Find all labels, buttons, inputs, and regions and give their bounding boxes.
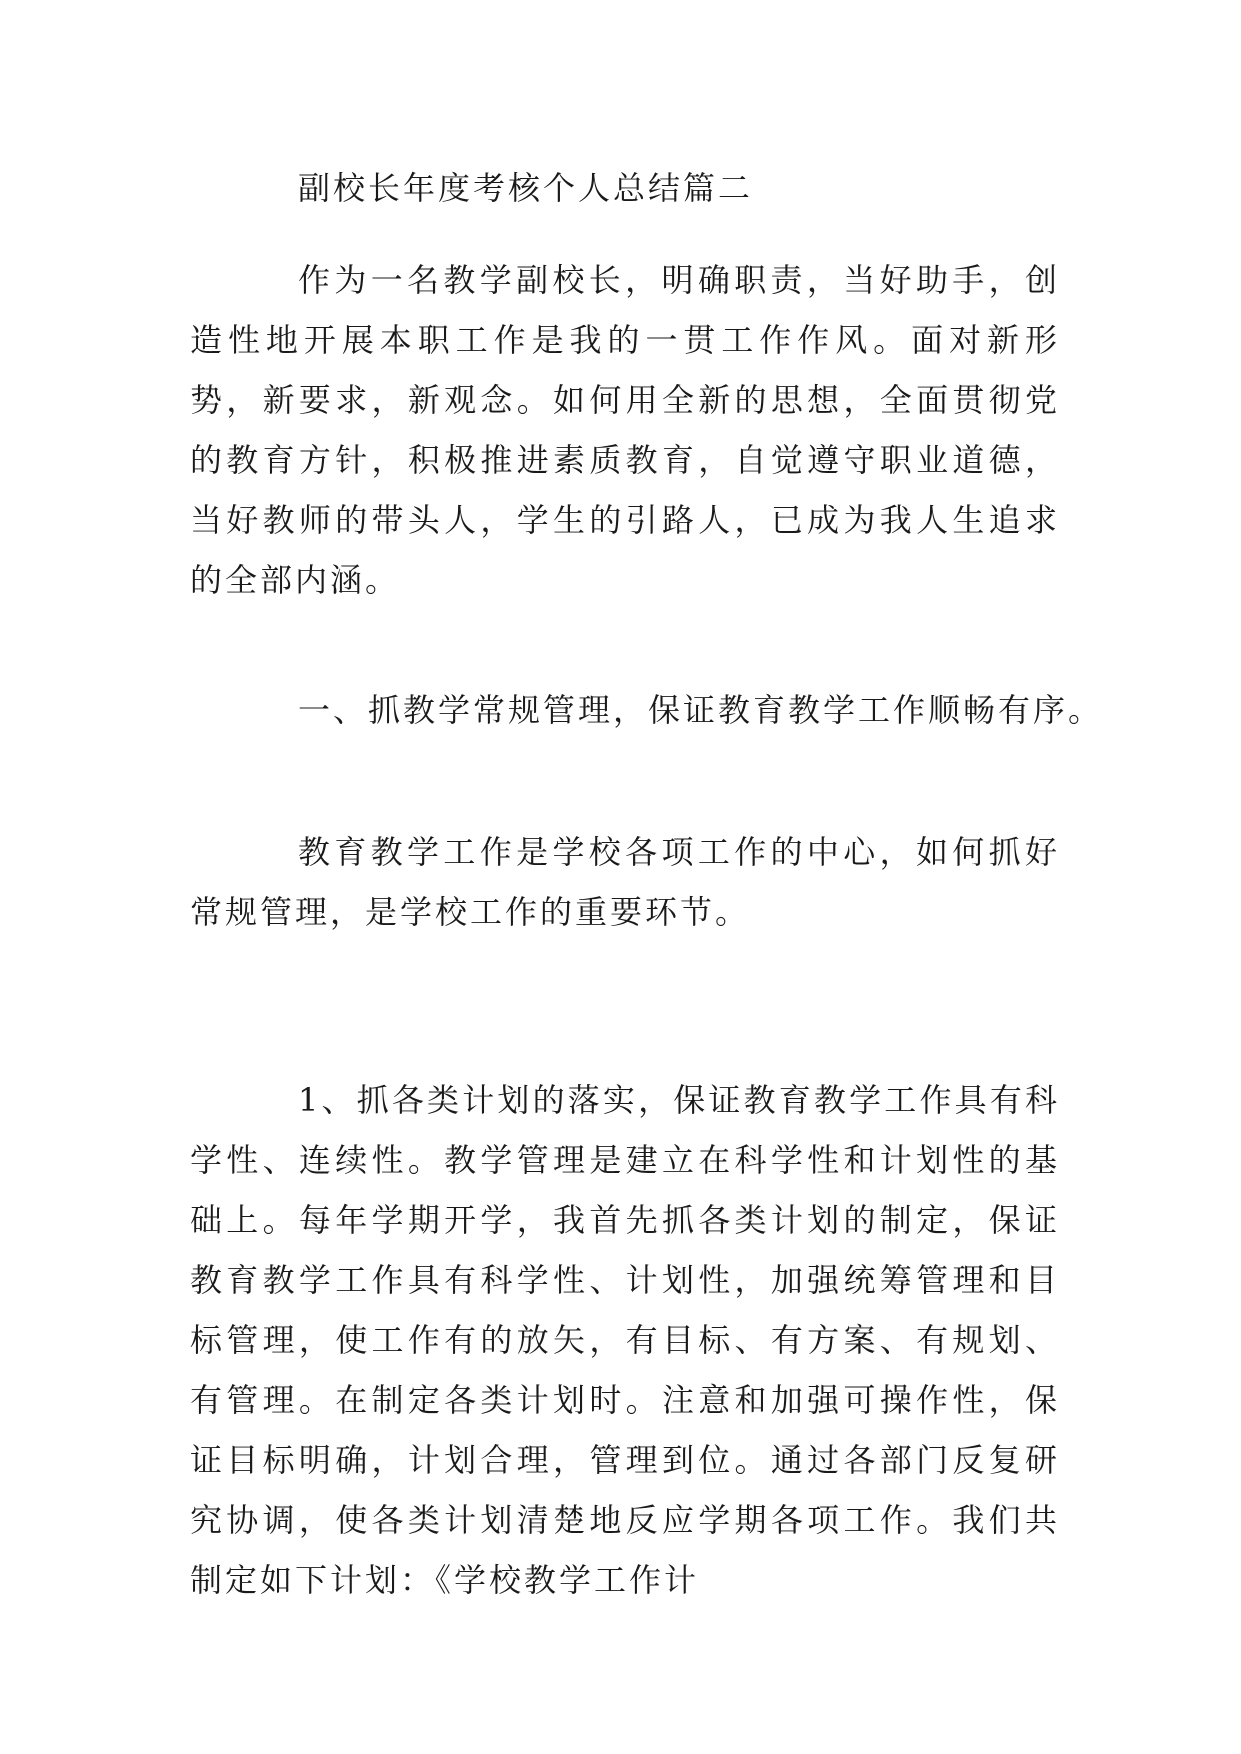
section-heading-1: 一、抓教学常规管理，保证教育教学工作顺畅有序。 — [298, 691, 1104, 729]
paragraph-intro: 作为一名教学副校长，明确职责，当好助手，创造性地开展本职工作是我的一贯工作作风。面对新形势，新要求，新观念。如何用全新的思想，全面贯彻党的教育方针，积极推进素质教育，自觉遵守职业道德，当好教师的带头人，学生的引路人，已成为我人生追求的全部内涵。 — [190, 261, 1060, 599]
document-title: 副校长年度考核个人总结篇二 — [298, 169, 754, 207]
paragraph-section1-intro: 教育教学工作是学校各项工作的中心，如何抓好常规管理，是学校工作的重要环节。 — [190, 833, 1060, 931]
paragraph-item-1: 1、抓各类计划的落实，保证教育教学工作具有科学性、连续性。教学管理是建立在科学性和计划性的基础上。每年学期开学，我首先抓各类计划的制定，保证教育教学工作具有科学性、计划性，加强统筹管理和目标管理，使工作有的放矢，有目标、有方案、有规划、有管理。在制定各类计划时。注意和加强可操作性，保证目标明确，计划合理，管理到位。通过各部门反复研究协调，使各类计划清楚地反应学期各项工作。我们共制定如下计划：《学校教学工作计 — [190, 1081, 1060, 1599]
